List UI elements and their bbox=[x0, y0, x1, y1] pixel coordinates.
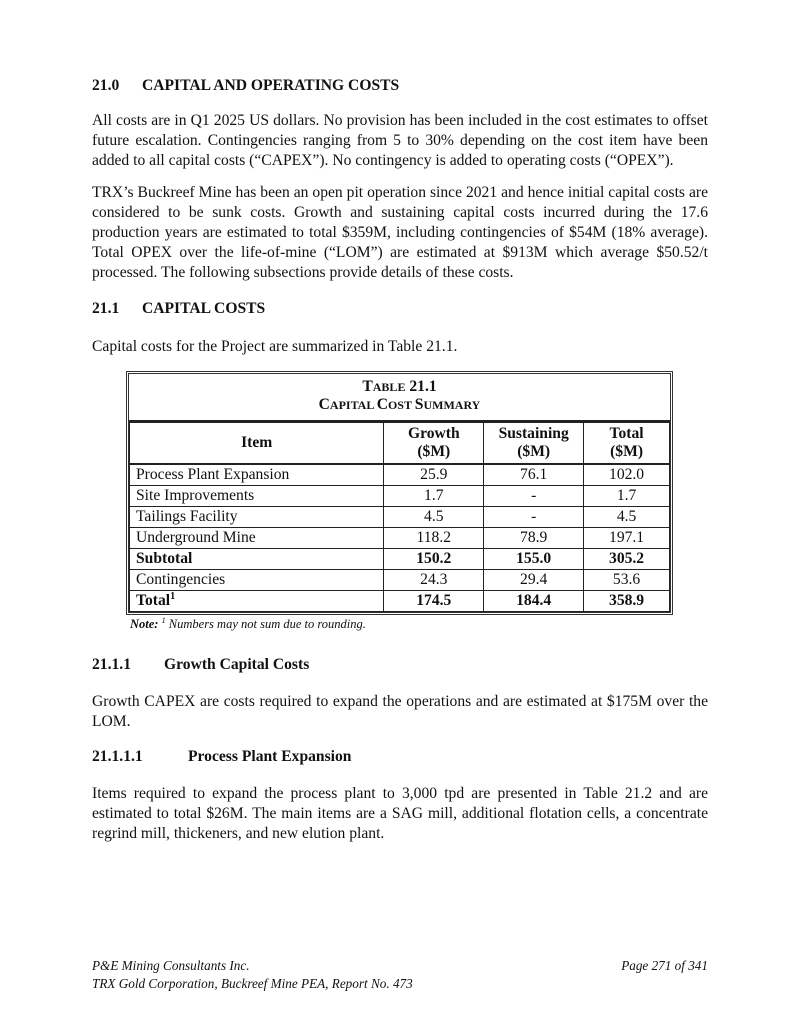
paragraph-table-intro: Capital costs for the Project are summarized in Table 21.1. bbox=[92, 338, 458, 355]
item-cell: Contingencies bbox=[130, 570, 384, 591]
header-sustaining: Sustaining ($M) bbox=[484, 423, 584, 465]
item-cell: Tailings Facility bbox=[130, 507, 384, 528]
paragraph-growth-capex: Growth CAPEX are costs required to expand the operations and are estimated at $175M over the LOM. bbox=[92, 693, 708, 730]
table-header-row bbox=[130, 423, 670, 465]
footer-company: P&E Mining Consultants Inc. bbox=[92, 958, 250, 973]
growth-cell: 1.7 bbox=[384, 486, 484, 507]
total-cell: 1.7 bbox=[584, 486, 670, 507]
table-caption-title: CAPITAL COST SUMMARY bbox=[318, 396, 481, 413]
section-title: CAPITAL COSTS bbox=[142, 300, 266, 317]
item-cell: Underground Mine bbox=[130, 528, 384, 549]
item-cell: Subtotal bbox=[130, 549, 384, 570]
table-row bbox=[130, 591, 670, 612]
growth-cell: 24.3 bbox=[384, 570, 484, 591]
section-heading-21 bbox=[92, 77, 399, 95]
growth-cell: 25.9 bbox=[384, 464, 484, 486]
section-title: CAPITAL AND OPERATING COSTS bbox=[142, 77, 400, 94]
table-row bbox=[130, 570, 670, 591]
sustaining-cell: 184.4 bbox=[484, 591, 584, 612]
table-caption-number: TABLE 21.1 bbox=[362, 378, 437, 395]
footer-report: TRX Gold Corporation, Buckreef Mine PEA, Report No. 473 bbox=[92, 976, 413, 991]
sustaining-cell: 29.4 bbox=[484, 570, 584, 591]
section-title: Growth Capital Costs bbox=[164, 656, 310, 673]
table-row bbox=[130, 507, 670, 528]
table-row bbox=[130, 528, 670, 549]
section-number: 21.1.1.1 bbox=[92, 748, 143, 765]
footer-page-number: Page 271 of 341 bbox=[621, 958, 708, 973]
total-cell: 102.0 bbox=[584, 464, 670, 486]
total-cell: 197.1 bbox=[584, 528, 670, 549]
header-growth: Growth ($M) bbox=[384, 423, 484, 465]
growth-cell: 174.5 bbox=[384, 591, 484, 612]
growth-cell: 118.2 bbox=[384, 528, 484, 549]
total-cell: 53.6 bbox=[584, 570, 670, 591]
sustaining-cell: - bbox=[484, 486, 584, 507]
total-cell: 4.5 bbox=[584, 507, 670, 528]
cost-table bbox=[129, 422, 670, 612]
total-cell: 358.9 bbox=[584, 591, 670, 612]
total-cell: 305.2 bbox=[584, 549, 670, 570]
table-caption bbox=[129, 374, 670, 422]
section-heading-21-1-1-1 bbox=[92, 748, 351, 766]
section-title: Process Plant Expansion bbox=[188, 748, 352, 765]
paragraph-overview: TRX’s Buckreef Mine has been an open pit operation since 2021 and hence initial capital costs are considered to be sunk costs. Growth and sustaining capital costs incurred during the 17.6 production years are estimated to total $359M, including contingencies of $54M (18% average). Total OPEX over the life-of-mine (“LOM”) are estimated at $913M which average $50.52/t processed. The following subsections provide details of these costs. bbox=[92, 184, 708, 281]
table-row bbox=[130, 486, 670, 507]
paragraph-process-plant: Items required to expand the process plant to 3,000 tpd are presented in Table 21.2 and are estimated to total $26M. The main items are a SAG mill, additional flotation cells, a concentrate regrind mill, thickeners, and new elution plant. bbox=[92, 785, 708, 842]
item-cell: Site Improvements bbox=[130, 486, 384, 507]
table-row bbox=[130, 464, 670, 486]
paragraph-cost-basis: All costs are in Q1 2025 US dollars. No provision has been included in the cost estimates to offset future escalation. Contingencies ranging from 5 to 30% depending on the cost item have been added to all capital costs (“CAPEX”). No contingency is added to operating costs (“OPEX”). bbox=[92, 112, 708, 169]
section-number: 21.1.1 bbox=[92, 656, 131, 673]
section-number: 21.1 bbox=[92, 300, 120, 317]
section-number: 21.0 bbox=[92, 77, 120, 94]
section-heading-21-1 bbox=[92, 300, 265, 318]
table-note: Note: $^1$ Numbers may not sum due to rounding. bbox=[130, 615, 366, 631]
sustaining-cell: 155.0 bbox=[484, 549, 584, 570]
item-cell: Process Plant Expansion bbox=[130, 464, 384, 486]
growth-cell: 4.5 bbox=[384, 507, 484, 528]
item-cell: Total$^1$ bbox=[130, 591, 384, 612]
header-total: Total ($M) bbox=[584, 423, 670, 465]
section-heading-21-1-1 bbox=[92, 656, 309, 674]
sustaining-cell: 76.1 bbox=[484, 464, 584, 486]
sustaining-cell: - bbox=[484, 507, 584, 528]
table-row bbox=[130, 549, 670, 570]
sustaining-cell: 78.9 bbox=[484, 528, 584, 549]
growth-cell: 150.2 bbox=[384, 549, 484, 570]
capital-cost-table bbox=[126, 371, 673, 615]
header-item: Item bbox=[130, 423, 384, 465]
